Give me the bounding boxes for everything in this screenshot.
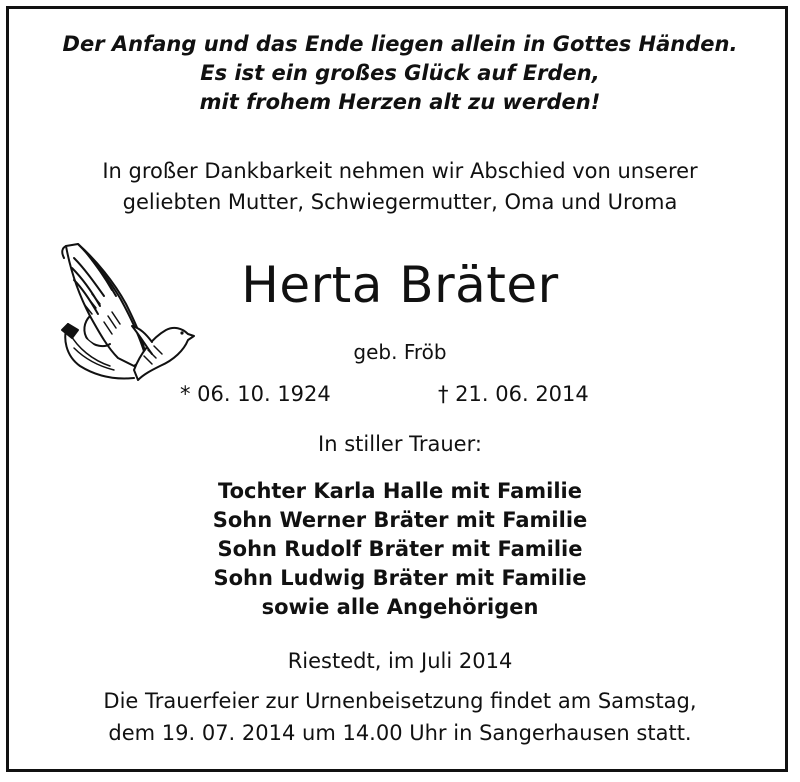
mourner-entry: Sohn Werner Bräter mit Familie [212,508,588,532]
mourner-entry: Tochter Karla Halle mit Familie [218,479,582,503]
notice-line: Die Trauerfeier zur Urnenbeisetzung findet am Samstag, [103,689,697,713]
death-date: † 21. 06. 2014 [438,382,589,406]
verse-line: Der Anfang und das Ende liegen allein in Gottes Händen. [62,32,738,56]
place-and-date: Riestedt, im Juli 2014 [287,649,513,673]
opening-verse [20,30,780,117]
funeral-notice [20,685,780,749]
birth-date: * 06. 10. 1924 [180,382,331,406]
intro-line: geliebten Mutter, Schwiegermutter, Oma und Uroma [122,190,678,214]
birth-name: geb. Fröb [353,340,447,364]
mourners-list [100,477,700,622]
deceased-name: Herta Bräter [241,256,559,314]
mourner-entry: sowie alle Angehörigen [261,595,539,619]
farewell-intro [20,156,780,218]
notice-line: dem 19. 07. 2014 um 14.00 Uhr in Sangerhausen statt. [108,721,692,745]
verse-line: mit frohem Herzen alt zu werden! [199,90,601,114]
intro-line: In großer Dankbarkeit nehmen wir Abschied von unserer [102,159,698,183]
mourning-label: In stiller Trauer: [318,432,482,456]
mourner-entry: Sohn Rudolf Bräter mit Familie [217,537,583,561]
verse-line: Es ist ein großes Glück auf Erden, [200,61,600,85]
life-dates [180,378,630,410]
mourner-entry: Sohn Ludwig Bräter mit Familie [213,566,587,590]
